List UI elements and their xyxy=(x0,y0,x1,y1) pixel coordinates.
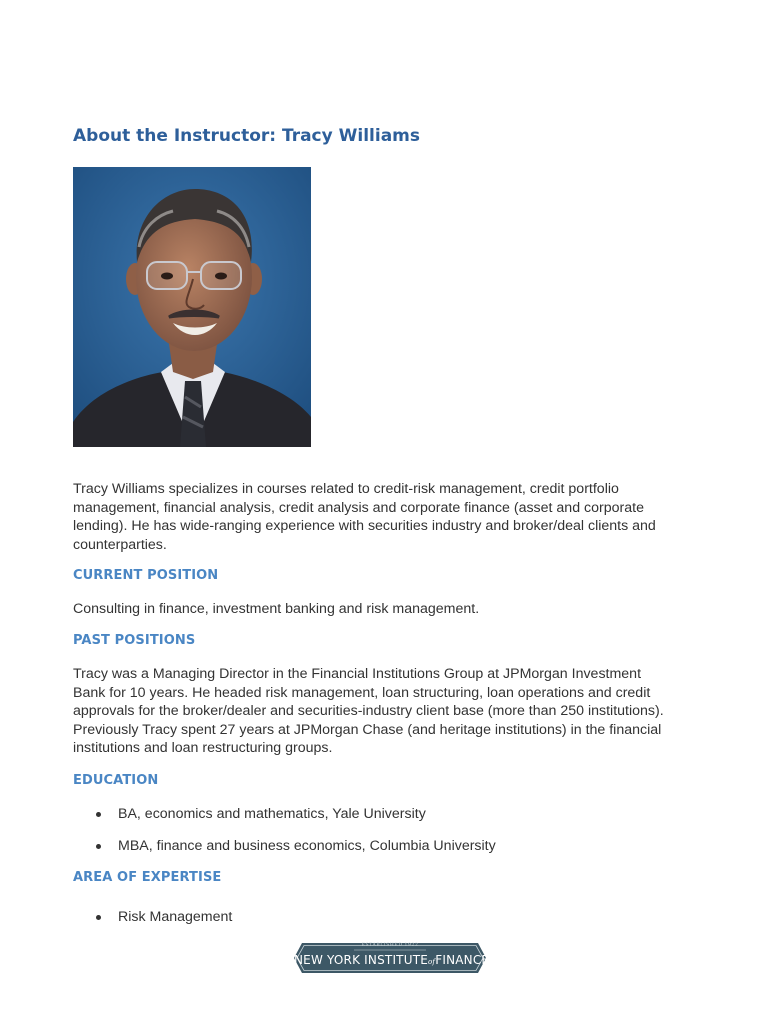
education-item-label: MBA, finance and business economics, Columbia University xyxy=(118,838,496,854)
page-title: About the Instructor: Tracy Williams xyxy=(73,126,420,146)
education-list xyxy=(73,805,496,869)
logo-established: ESTABLISHED 1922 xyxy=(361,943,419,948)
education-heading: EDUCATION xyxy=(73,773,159,788)
bullet-icon xyxy=(96,812,101,817)
expertise-heading: AREA OF EXPERTISE xyxy=(73,870,222,885)
logo-name: NEW YORK INSTITUTEofFINANCE xyxy=(294,953,490,967)
current-position-text: Consulting in finance, investment banking and risk management. xyxy=(73,601,480,617)
past-positions-heading: PAST POSITIONS xyxy=(73,633,196,648)
education-item-label: BA, economics and mathematics, Yale University xyxy=(118,806,426,822)
bullet-icon xyxy=(96,915,101,920)
list-item xyxy=(73,837,496,869)
past-positions-text: Tracy was a Managing Director in the Financial Institutions Group at JPMorgan Investment Bank for 10 years. He headed risk management, loan structuring, loan operations and credit approvals for the broker/dealer and securities-industry client base (more than 250 institutions). Previously Tracy spent 27 years at JPMorgan Chase (and heritage institutions) in the financial institutions and loan restructuring groups. xyxy=(73,666,664,756)
expertise-list xyxy=(73,908,232,940)
list-item xyxy=(73,908,232,940)
intro-paragraph: Tracy Williams specializes in courses related to credit-risk management, credit portfolio management, financial analysis, credit analysis and corporate finance (asset and corporate lending). He has wide-ranging experience with securities industry and broker/deal clients and counterparties. xyxy=(73,481,656,553)
expertise-item-label: Risk Management xyxy=(118,909,233,925)
nyif-logo xyxy=(294,939,490,977)
instructor-photo xyxy=(73,167,311,447)
list-item xyxy=(73,805,496,837)
current-position-heading: CURRENT POSITION xyxy=(73,568,219,583)
bullet-icon xyxy=(96,844,101,849)
